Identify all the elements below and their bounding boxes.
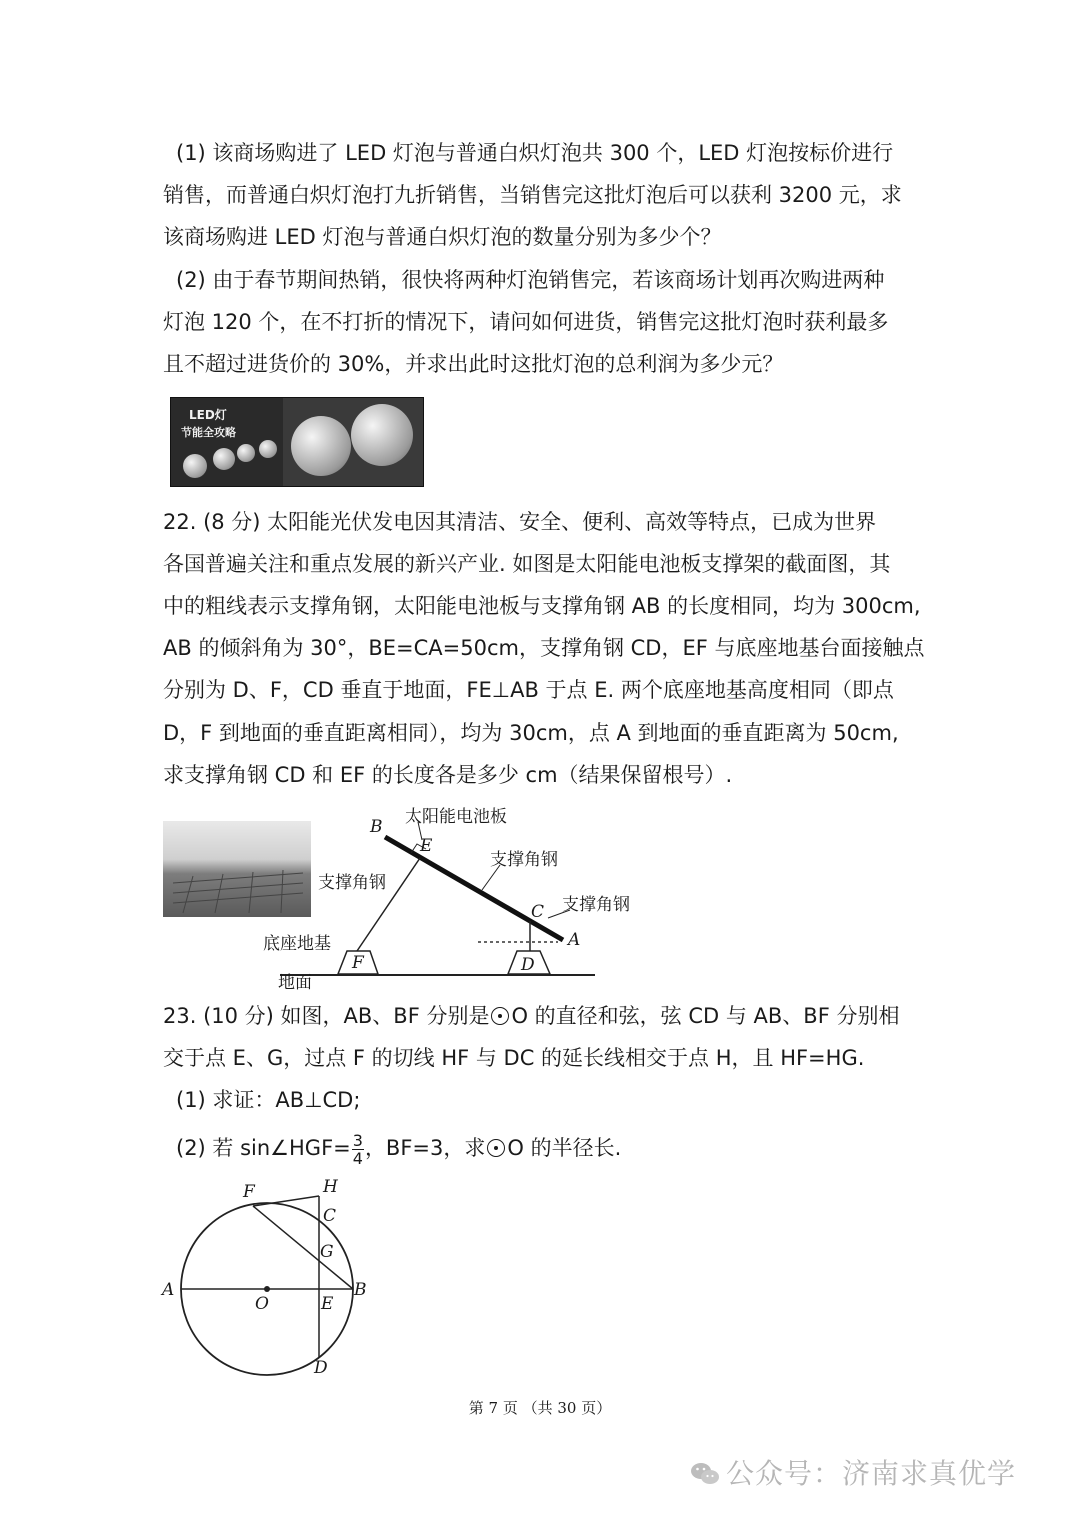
point-d-label: D (521, 955, 535, 975)
q21-part2-line1: (2) 由于春节期间热销，很快将两种灯泡销售完，若该商场计划再次购进两种 (176, 268, 885, 292)
circle-dot-symbol-2 (487, 1139, 505, 1157)
steel-label-1: 支撑角钢 (318, 873, 386, 893)
q22-line1: 22. (8 分) 太阳能光伏发电因其清洁、安全、便利、高效等特点，已成为世界 (163, 510, 877, 534)
led-photo-title: LED灯 (189, 408, 227, 422)
q22-line7: 求支撑角钢 CD 和 EF 的长度各是多少 cm（结果保留根号）. (163, 763, 733, 787)
big-bulb-right (351, 404, 413, 466)
fraction-numerator: 3 (352, 1130, 363, 1150)
base-label: 底座地基 (263, 934, 331, 954)
panel-label: 太阳能电池板 (405, 807, 507, 827)
q21-part2-line3: 且不超过进货价的 30%，并求出此时这批灯泡的总利润为多少元？ (163, 352, 784, 376)
q23-part1: (1) 求证：AB⊥CD; (176, 1088, 361, 1112)
small-bulb-3 (237, 444, 255, 462)
point-a-label: A (568, 930, 581, 950)
fig23-point-d: D (314, 1358, 328, 1378)
q21-part1-line3: 该商场购进 LED 灯泡与普通白炽灯泡的数量分别为多少个？ (163, 225, 722, 249)
fig23-point-e: E (321, 1294, 334, 1314)
q21-part1-line1: (1) 该商场购进了 LED 灯泡与普通白炽灯泡共 300 个，LED 灯泡按标价进行 (176, 141, 894, 165)
watermark (690, 1452, 1016, 1492)
q21-part2-line2: 灯泡 120 个，在不打折的情况下，请问如何进货，销售完这批灯泡时获利最多 (163, 310, 889, 334)
small-bulb-4 (259, 440, 277, 458)
steel-label-2: 支撑角钢 (490, 850, 558, 870)
point-f-label: F (352, 953, 364, 973)
q23-part2-post: O 的半径长. (507, 1136, 622, 1160)
page-footer: 第 7 页 （共 30 页） (468, 1399, 612, 1417)
led-bulb-photo (170, 397, 424, 487)
circle-geometry-diagram (160, 1170, 380, 1385)
fig23-point-h: H (323, 1177, 338, 1197)
small-bulb-1 (183, 454, 207, 478)
fig23-point-c: C (323, 1206, 337, 1226)
led-photo-subtitle: 节能全攻略 (181, 426, 236, 439)
q23-part2-pre: (2) 若 sin∠HGF= (176, 1136, 351, 1160)
fig23-point-a: A (162, 1280, 175, 1300)
q21-part1-line2: 销售，而普通白炽灯泡打九折销售，当销售完这批灯泡后可以获利 3200 元，求 (163, 183, 902, 207)
q22-line4: AB 的倾斜角为 30°，BE=CA=50cm，支撑角钢 CD，EF 与底座地基台面接触点 (163, 636, 925, 660)
fraction-3-4 (352, 1132, 364, 1167)
q22-line5: 分别为 D、F，CD 垂直于地面，FE⊥AB 于点 E. 两个底座地基高度相同（即点 (163, 678, 894, 702)
point-b-label: B (370, 817, 383, 837)
q22-line2: 各国普遍关注和重点发展的新兴产业. 如图是太阳能电池板支撑架的截面图，其 (163, 552, 891, 576)
q23-part2 (176, 1128, 621, 1168)
fig23-point-o: O (255, 1294, 269, 1314)
q23-line1-text-b: O 的直径和弦，弦 CD 与 AB、BF 分别相 (511, 1004, 900, 1028)
q23-part2-mid: ，BF=3，求 (364, 1136, 486, 1160)
q23-line1 (163, 1001, 899, 1031)
fraction-denominator: 4 (352, 1148, 363, 1168)
point-c-label: C (531, 902, 545, 922)
q22-line6: D，F 到地面的垂直距离相同），均为 30cm，点 A 到地面的垂直距离为 50cm, (163, 721, 899, 745)
small-bulb-2 (213, 448, 235, 470)
watermark-text: 公众号：济南求真优学 (726, 1457, 1017, 1490)
solar-support-diagram (250, 800, 610, 985)
steel-label-3: 支撑角钢 (562, 895, 630, 915)
chord-bf (253, 1206, 353, 1289)
center-o-dot (264, 1286, 270, 1292)
q23-line1-text-a: 23. (10 分) 如图，AB、BF 分别是 (163, 1004, 490, 1028)
ground-label: 地面 (278, 973, 312, 993)
circle-dot-symbol (491, 1007, 509, 1025)
wechat-icon (690, 1461, 720, 1487)
fig23-point-b: B (354, 1280, 367, 1300)
q22-line3: 中的粗线表示支撑角钢，太阳能电池板与支撑角钢 AB 的长度相同，均为 300cm, (163, 594, 921, 618)
big-bulb-left (291, 416, 351, 476)
point-e-label: E (420, 836, 433, 856)
fig23-point-f: F (243, 1182, 255, 1202)
fig23-point-g: G (320, 1242, 334, 1262)
q23-line2: 交于点 E、G，过点 F 的切线 HF 与 DC 的延长线相交于点 H，且 HF=HG. (163, 1046, 865, 1070)
